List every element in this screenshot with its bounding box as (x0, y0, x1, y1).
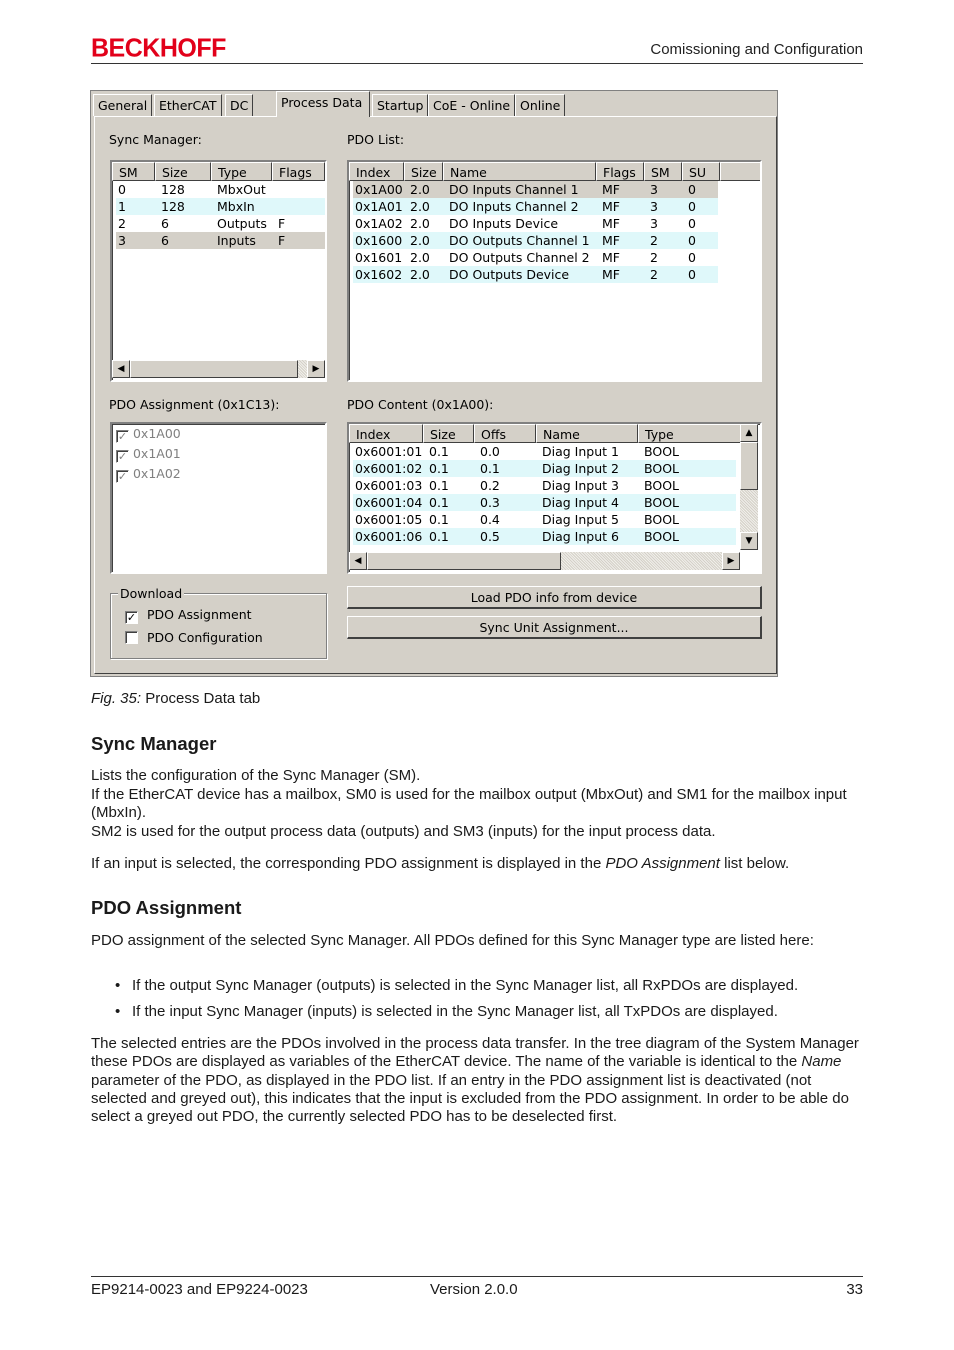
column-header[interactable]: Offs (474, 424, 536, 443)
tab-ethercat[interactable]: EtherCAT (154, 94, 222, 116)
beckhoff-logo: BECKHOFF (91, 33, 226, 63)
list-item: • If the input Sync Manager (inputs) is selected in the Sync Manager list, all TxPDOs are displayed. (115, 1003, 778, 1020)
header-rule (91, 63, 863, 64)
column-header[interactable]: Name (536, 424, 638, 443)
pdo-assignment-checkbox[interactable]: ✓ PDO Assignment (126, 607, 252, 624)
figure-caption: Fig. 35: Process Data tab (91, 690, 261, 707)
paragraph: If an input is selected, the corresponding PDO assignment is displayed in the PDO Assignment list below. (91, 855, 790, 872)
checkbox-checked-icon[interactable]: ✓ (117, 470, 128, 483)
scroll-thumb[interactable] (367, 552, 561, 570)
table-row[interactable]: 0x1600 2.0 DO Outputs Channel 1 MF 2 0 (353, 232, 718, 249)
scroll-thumb[interactable] (740, 442, 758, 490)
pdo-content-label: PDO Content (0x1A00): (347, 397, 494, 412)
scroll-up-icon[interactable]: ▲ (740, 424, 758, 442)
column-header (720, 162, 762, 181)
column-header[interactable]: SM (644, 162, 682, 181)
paragraph: If the EtherCAT device has a mailbox, SM0 is used for the mailbox output (MbxOut) and SM1 for the mailbox input (MbxIn). (91, 786, 847, 822)
table-row[interactable]: 0x6001:01 0.1 0.0 Diag Input 1 BOOL (355, 444, 679, 459)
table-row[interactable]: 0x1602 2.0 DO Outputs Device MF 2 0 (353, 266, 718, 283)
column-header[interactable]: Type (638, 424, 741, 443)
pdo-assignment-item[interactable]: ✓ 0x1A01 (117, 446, 181, 463)
column-header[interactable]: Size (423, 424, 474, 443)
pdo-assignment-item[interactable]: ✓ 0x1A00 (117, 426, 181, 443)
table-row[interactable]: 0x1601 2.0 DO Outputs Channel 2 MF 2 0 (355, 250, 696, 265)
scroll-left-icon[interactable]: ◀ (349, 552, 367, 570)
paragraph: The selected entries are the PDOs involved in the process data transfer. In the tree diagram of the System Manager these PDOs are displayed as variables of the EtherCAT device. The name of the variable is identical to the Name parameter of the PDO, as displayed in the PDO list. If an entry in the PDO assignment list is deactivated (not selected and greyed out), this indicates that the input is excluded from the PDO assignment. In order to be able do select a greyed out PDO, the currently selected PDO has to be deselected first. (91, 1035, 859, 1126)
tab-online[interactable]: Online (515, 94, 565, 116)
table-row[interactable]: 0x6001:03 0.1 0.2 Diag Input 3 BOOL (355, 478, 679, 493)
table-row[interactable]: 0x6001:06 0.1 0.5 Diag Input 6 BOOL (353, 528, 736, 545)
scroll-thumb[interactable] (130, 360, 298, 378)
pdo-list-label: PDO List: (347, 132, 405, 147)
table-row[interactable]: 0x6001:05 0.1 0.4 Diag Input 5 BOOL (355, 512, 679, 527)
paragraph: Lists the configuration of the Sync Manager (SM). (91, 767, 421, 784)
table-row[interactable]: 0x6001:02 0.1 0.1 Diag Input 2 BOOL (353, 460, 736, 477)
tab-coe-online[interactable]: CoE - Online (428, 94, 515, 116)
paragraph: PDO assignment of the selected Sync Manager. All PDOs defined for this Sync Manager type are listed here: (91, 932, 814, 949)
sync-manager-heading: Sync Manager (91, 733, 217, 754)
tab-dc[interactable]: DC (225, 94, 253, 116)
pdo-assignment-item[interactable]: ✓ 0x1A02 (117, 466, 181, 483)
column-header[interactable]: Index (349, 424, 423, 443)
checkbox-unchecked-icon[interactable] (125, 631, 138, 644)
column-header[interactable]: Flags (272, 162, 325, 181)
pdo-content-hscrollbar[interactable] (349, 552, 740, 570)
pdo-configuration-checkbox[interactable]: PDO Configuration (125, 630, 263, 645)
sync-manager-label: Sync Manager: (109, 132, 202, 147)
header-section-title: Comissioning and Configuration (650, 41, 863, 58)
pdo-assignment-label: PDO Assignment (0x1C13): (109, 397, 280, 412)
table-row[interactable]: 0x1A02 2.0 DO Inputs Device MF 3 0 (355, 216, 696, 231)
sync-manager-hscrollbar[interactable] (112, 360, 325, 378)
scroll-right-icon[interactable]: ▶ (307, 360, 325, 378)
table-row[interactable]: 0x6001:04 0.1 0.3 Diag Input 4 BOOL (353, 494, 736, 511)
pdo-list-header (349, 162, 762, 181)
list-item: • If the output Sync Manager (outputs) is selected in the Sync Manager list, all RxPDOs are displayed. (115, 977, 799, 994)
scroll-right-icon[interactable]: ▶ (722, 552, 740, 570)
footer-rule (91, 1276, 863, 1277)
column-header[interactable]: SM (112, 162, 155, 181)
column-header[interactable]: SU (682, 162, 720, 181)
table-row[interactable]: 2 6 Outputs F (118, 216, 286, 231)
scroll-left-icon[interactable]: ◀ (112, 360, 130, 378)
scroll-down-icon[interactable]: ▼ (740, 532, 758, 550)
table-row-selected[interactable]: 3 6 Inputs F (116, 232, 325, 249)
sync-manager-list[interactable] (110, 160, 327, 382)
column-header[interactable]: Size (155, 162, 211, 181)
table-row[interactable]: 0x1A01 2.0 DO Inputs Channel 2 MF 3 0 (353, 198, 718, 215)
column-header[interactable]: Name (443, 162, 596, 181)
sync-unit-assignment-button[interactable]: Sync Unit Assignment... (347, 616, 762, 639)
checkbox-checked-icon[interactable]: ✓ (126, 611, 137, 624)
column-header[interactable]: Index (349, 162, 404, 181)
pdo-content-list[interactable] (347, 422, 762, 574)
tab-process-data[interactable]: Process Data (276, 91, 370, 117)
paragraph: SM2 is used for the output process data (outputs) and SM3 (inputs) for the input process data. (91, 823, 716, 840)
tab-startup[interactable]: Startup (372, 94, 428, 116)
download-group-title: Download (120, 586, 183, 601)
process-data-dialog (90, 90, 778, 677)
tab-panel (94, 116, 777, 674)
checkbox-checked-icon[interactable]: ✓ (117, 430, 128, 443)
sync-manager-header (112, 162, 325, 181)
load-pdo-info-button[interactable]: Load PDO info from device (347, 586, 762, 609)
download-group (110, 593, 327, 659)
pdo-content-header (349, 424, 741, 443)
pdo-assignment-list[interactable] (110, 422, 327, 574)
scroll-track[interactable] (561, 552, 722, 570)
table-row[interactable]: 1 128 MbxIn (116, 198, 325, 215)
scroll-track[interactable] (298, 360, 307, 378)
column-header[interactable]: Flags (596, 162, 644, 181)
page-number: 33 (846, 1281, 863, 1298)
footer-version: Version 2.0.0 (430, 1281, 518, 1298)
table-row[interactable]: 0 128 MbxOut (118, 182, 266, 197)
column-header[interactable]: Type (211, 162, 272, 181)
pdo-assignment-heading: PDO Assignment (91, 897, 242, 918)
pdo-list[interactable] (347, 160, 762, 382)
tab-general[interactable]: General (93, 94, 152, 116)
table-row-selected[interactable]: 0x1A00 2.0 DO Inputs Channel 1 MF 3 0 (353, 181, 718, 198)
checkbox-checked-icon[interactable]: ✓ (117, 450, 128, 463)
footer-product: EP9214-0023 and EP9224-0023 (91, 1281, 308, 1298)
column-header[interactable]: Size (404, 162, 443, 181)
